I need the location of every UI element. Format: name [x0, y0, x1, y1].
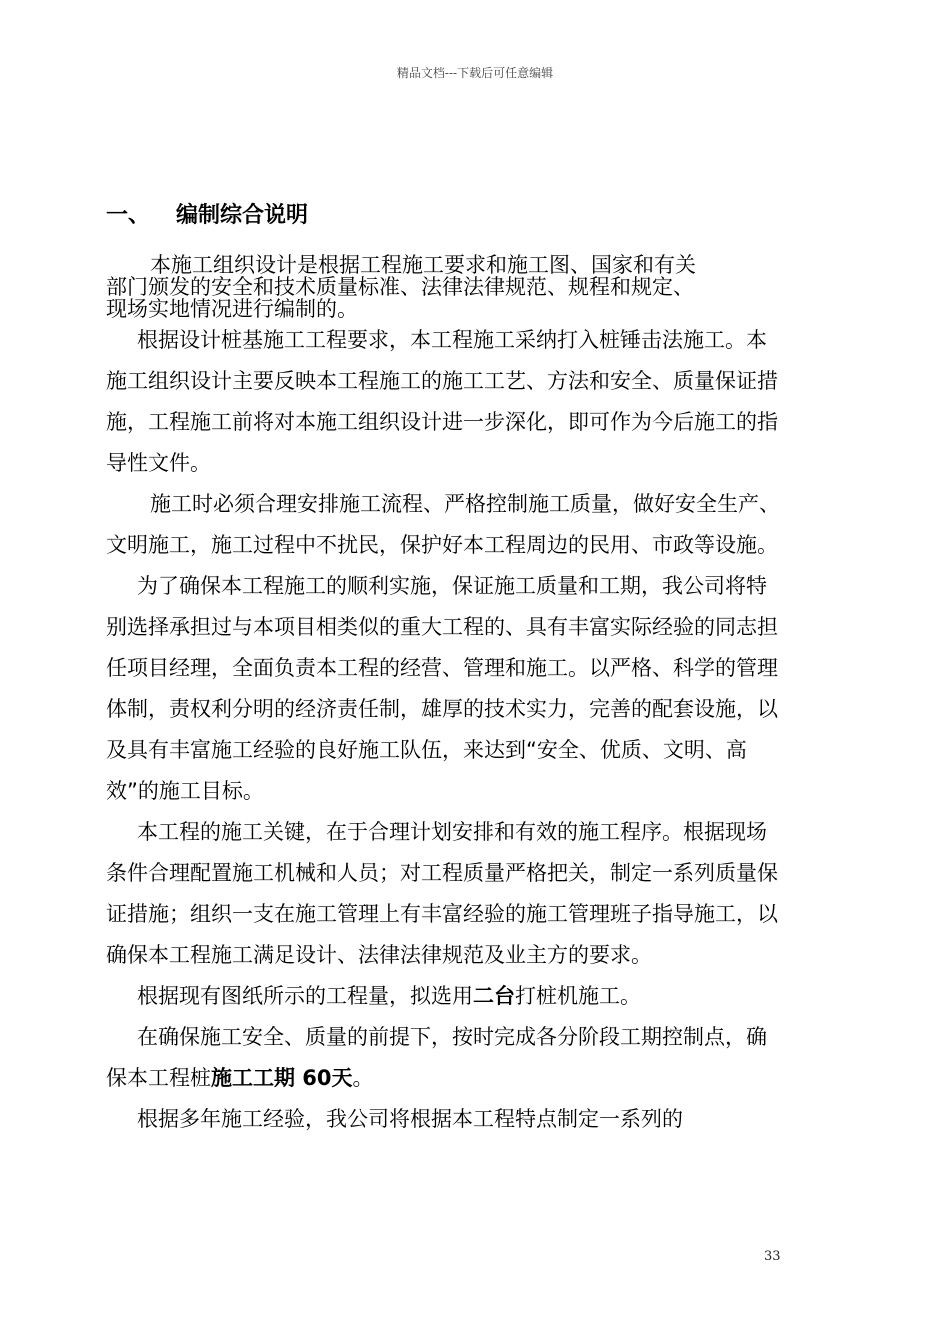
section-heading: [106, 198, 308, 229]
section-title: 编制综合说明: [176, 203, 309, 228]
paragraph: 为了确保本工程施工的顺利实施，保证施工质量和工期，我公司将特别选择承担过与本项目相类似的重大工程的、具有丰富实际经验的同志担任项目经理，全面负责本工程的经营、管理和施工。以严格、科学的管理体制，责权利分明的经济责任制，雄厚的技术实力，完善的配套设施，以及具有丰富施工经验的良好施工队伍，来达到“安全、优质、文明、高效”的施工目标。: [106, 574, 778, 803]
body-text: [106, 320, 786, 1140]
schedule-duration: 施工工期 60天: [211, 1066, 353, 1090]
paragraph-schedule: 在确保施工安全、质量的前提下，按时完成各分阶段工期控制点，确保本工程桩施工工期 60天。: [106, 1025, 767, 1090]
intro-line: 部门颁发的安全和技术质量标准、法律法律规范、规程和规定、: [106, 275, 694, 299]
paragraph-machines: 根据现有图纸所示的工程量，拟选用二台打桩机施工。: [137, 984, 641, 1008]
paragraph: 根据多年施工经验，我公司将根据本工程特点制定一系列的: [137, 1107, 683, 1131]
machine-count: 二台: [473, 984, 515, 1008]
paragraph: 施工时必须合理安排施工流程、严格控制施工质量，做好安全生产、文明施工，施工过程中不扰民，保护好本工程周边的民用、市政等设施。: [106, 492, 780, 557]
intro-block: [106, 254, 786, 320]
intro-line: 现场实地情况进行编制的。: [106, 297, 358, 321]
section-number: 一、: [106, 203, 151, 228]
intro-line: 本施工组织设计是根据工程施工要求和施工图、国家和有关: [150, 253, 696, 277]
page-number: 33: [764, 1249, 781, 1264]
paragraph: 本工程的施工关键，在于合理计划安排和有效的施工程序。根据现场条件合理配置施工机械和人员；对工程质量严格把关，制定一系列质量保证措施；组织一支在施工管理上有丰富经验的施工管理班子指导施工，以确保本工程施工满足设计、法律法律规范及业主方的要求。: [106, 820, 778, 967]
page-header: 精品文档---下载后可任意编辑: [396, 66, 554, 80]
paragraph: 根据设计桩基施工工程要求，本工程施工采纳打入桩锤击法施工。本施工组织设计主要反映本工程施工的施工工艺、方法和安全、质量保证措施，工程施工前将对本施工组织设计进一步深化，即可作为今后施工的指导性文件。: [106, 328, 778, 475]
